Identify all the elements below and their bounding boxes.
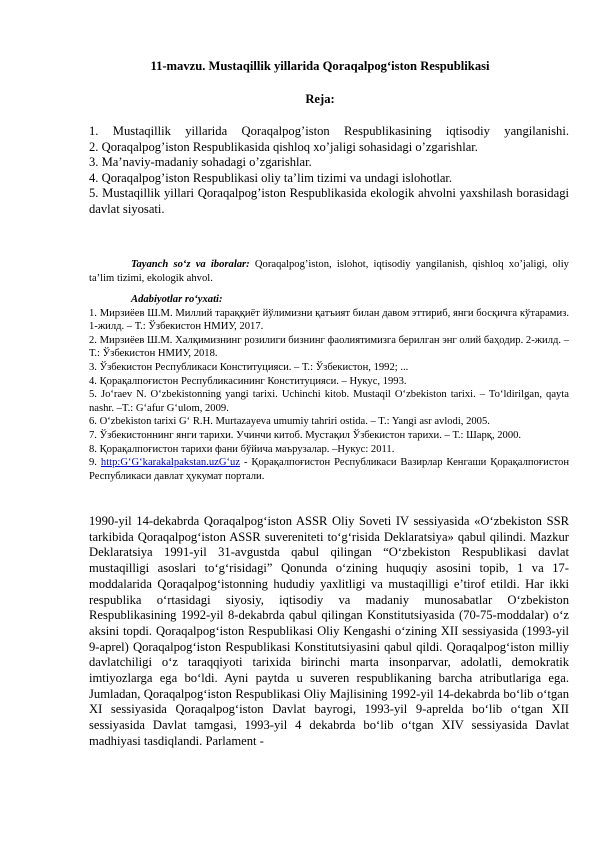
reference-item: 1. Мирзиёев Ш.М. Миллий тараққиёт йўлимизни қатъият билан давом эттириб, янги босқичга кўтарамиз. 1-жилд. – Т.: Ўзбекистон НМИУ, 2017. (89, 307, 569, 333)
reference-item: 8. Қорақалпоғистон тарихи фани бўйича маърузалар. –Нукус: 2011. (89, 443, 395, 455)
plan-item: 4. Qoraqalpog’iston Respublikasi oliy ta’lim tizimi va undagi islohotlar. (89, 170, 453, 185)
reference-item: 7. Ўзбекистоннинг янги тарихи. Учинчи китоб. Мустақил Ўзбекистон тарихи. – Т.: Шарқ, 2000. (89, 429, 522, 441)
reference-9-suffix: - Қорақалпоғистон Республикаси Вазирлар Кенгаши Қорақалпоғистон Республикаси давлат ҳукумат портали. (89, 457, 569, 482)
reference-item: 5. Jo‘raev N. O‘zbekistonning yangi tarixi. Uchinchi kitob. Mustaqil O‘zbekiston tarixi. – To‘ldirilgan, qayta nashr. –T.: G‘afur G‘ulom, 2009. (89, 389, 569, 414)
references-section (89, 293, 569, 483)
keywords-paragraph (89, 258, 569, 286)
plan-item: 3. Ma’naviy-madaniy sohadagi o’zgarishlar. (89, 155, 312, 170)
body-paragraph: 1990-yil 14-dekabrda Qoraqalpog‘iston ASSR Oliy Soveti IV sessiyasida «O‘zbekiston SSR tarkibida Qoraqalpog‘iston ASSR suvereniteti to‘g‘risida Deklaratsiya» qabul qilindi. Mazkur Deklaratsiya 1991-yil 31-avgustda qabul qilingan “O‘zbekiston Respublikasi davlat mustaqilligi asoslari to‘g‘risidagi” Qonunda o‘zining huquqiy asosini topib, 1 va 17-moddalarida Qoraqalpog‘istonning hududiy yaxlitligi va mustaqilligi e’tirof etildi. Har ikki respublika o‘rtasidagi siyosiy, iqtisodiy va madaniy munosabatlar O‘zbekiston Respublikasining 1992-yil 8-dekabrda qabul qilingan Konstitutsiyasida (70-75-moddalar) o‘z aksini topdi. Qoraqalpog‘iston Respublikasi Oliy Kengashi o‘zining XII sessiyasida (1993-yil 9-aprel) Qoraqalpog‘iston Respublikasi Konstitutsiyasini qabul qildi. Qoraqalpog‘iston milliy davlatchiligi o‘z taraqqiyoti tarixida birinchi marta insonparvar, adolatli, demokratik imtiyozlarga ega bo‘ldi. Ayni paytda u suveren respublikaning barcha atributlariga ega. Jumladan, Qoraqalpog‘iston Respublikasi Oliy Majlisining 1992-yil 14-dekabrda bo‘lib o‘tgan XI sessiyasida Qoraqalpog‘iston Davlat bayrogi, 1993-yil 9-aprelda bo‘lib o‘tgan XII sessiyasida Davlat tamgasi, 1993-yil 4 dekabrda bo‘lib o‘tgan XIV sessiyasida Davlat madhiyasi tasdiqlandi. Parlament - (89, 514, 569, 748)
keywords-text: Qoraqalpog’iston, islohot, iqtisodiy yangilanish, qishloq xo’jaligi, oliy ta’lim tizimi, ekologik ahvol. (89, 259, 569, 284)
plan-heading: Reja: (305, 92, 335, 106)
reference-item (89, 456, 569, 483)
reference-item: 4. Қорақалпоғистон Республикасининг Конституцияси. – Нукус, 1993. (89, 375, 407, 387)
reference-item: 6. O‘zbekiston tarixi G‘ R.H. Murtazayeva umumiy tahriri ostida. – T.: Yangi asr avlodi, 2005. (89, 416, 490, 428)
plan-item: 1. Mustaqillik yillarida Qoraqalpog’iston Respublikasining iqtisodiy yangilanishi. (89, 124, 569, 138)
plan-item: 5. Mustaqillik yillari Qoraqalpog’iston Respublikasida ekologik ahvolni yaxshilash borasidagi davlat siyosati. (89, 186, 569, 216)
reference-link[interactable]: http:G‘G‘karakalpakstan.uzG‘uz (100, 457, 241, 469)
reference-item: 2. Мирзиёев Ш.М. Халқимизнинг розилиги бизнинг фаолиятимизга берилган энг олий баҳодир. 2-жилд. – Т.: Ўзбекистон НМИУ, 2018. (89, 334, 569, 360)
page-title: 11-mavzu. Mustaqillik yillarida Qoraqalpog‘iston Respublikasi (150, 59, 490, 73)
references-heading: Adabiyotlar ro‘yxati: (131, 294, 223, 305)
keywords-label: Tayanch so‘z va iboralar: (131, 259, 250, 270)
body-section (89, 514, 569, 750)
plan-list (89, 124, 569, 218)
plan-item: 2. Qoraqalpog’iston Respublikasida qishloq xo’jaligi sohasidagi o’zgarishlar. (89, 139, 478, 154)
reference-item: 3. Ўзбекистон Республикаси Конституцияси. – Т.: Ўзбекистон, 1992; ... (89, 361, 409, 373)
reference-9-prefix: 9. (89, 457, 101, 469)
keywords-section (89, 258, 569, 286)
